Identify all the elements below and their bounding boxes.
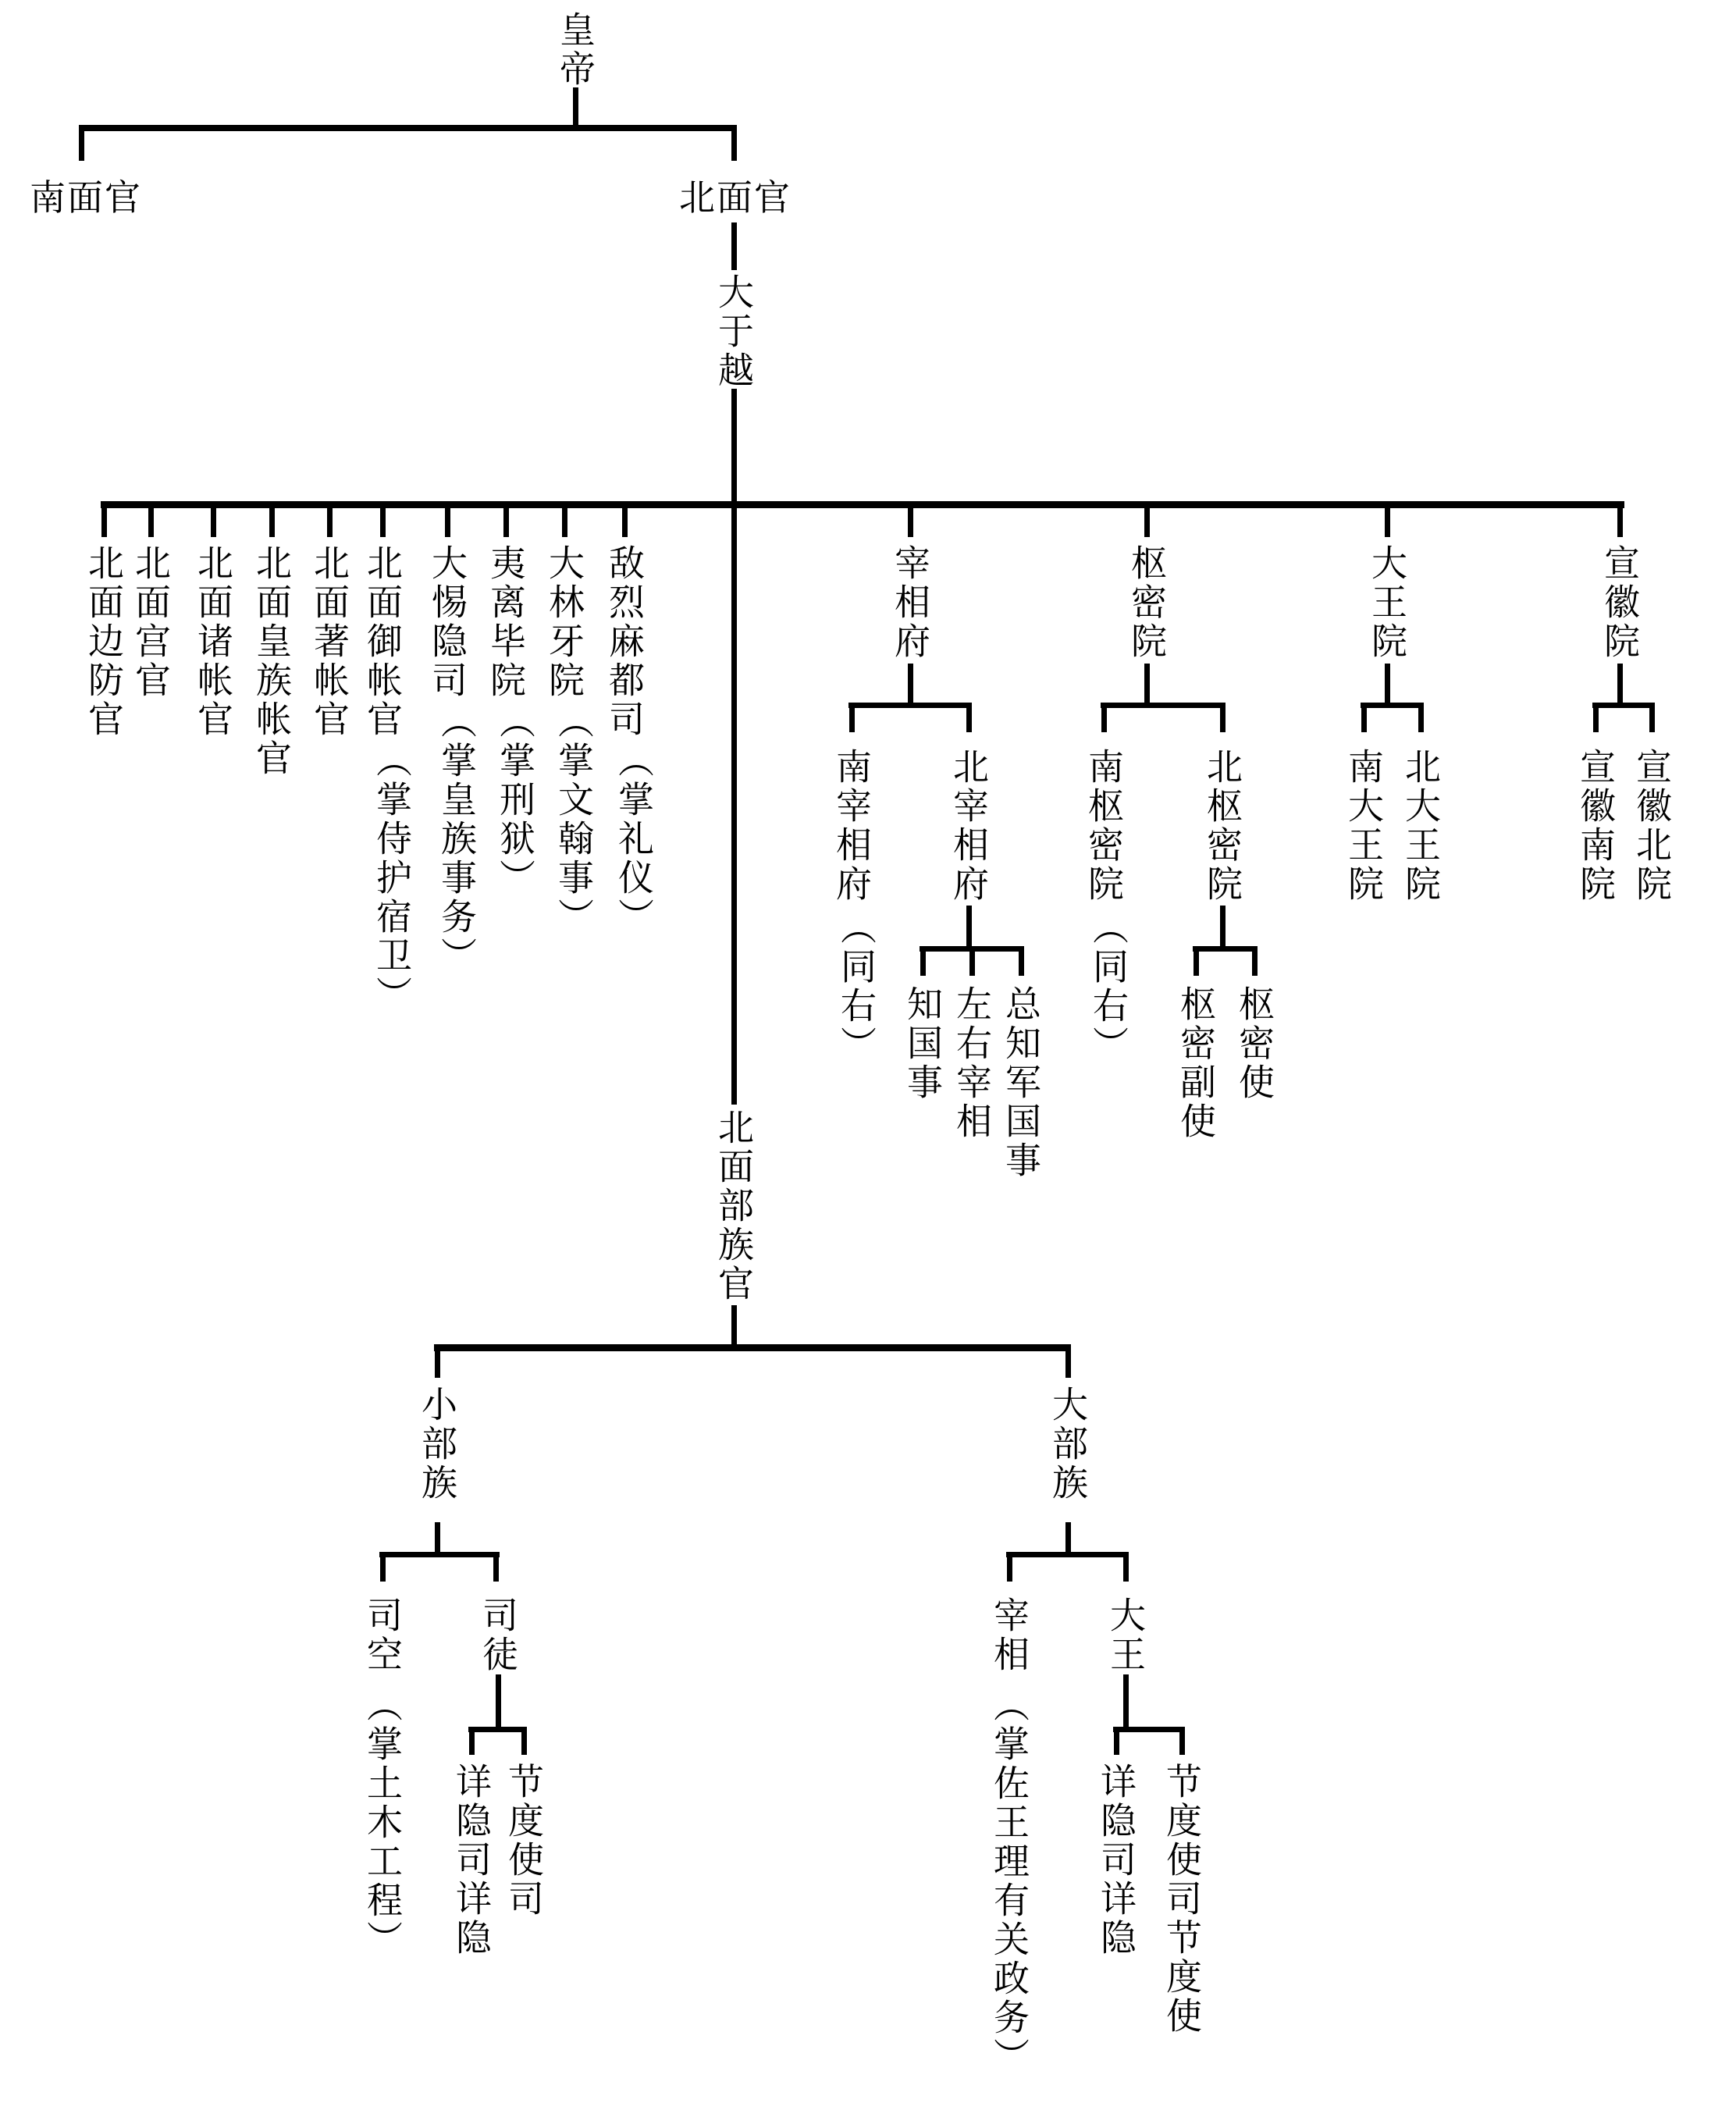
connector-drop [1123,1552,1129,1582]
node-beidawangyuan: 北大王院 [1400,748,1442,904]
connector-stub [908,501,913,537]
connector-dabuzu-bar [1006,1552,1129,1557]
node-zuoyouzaixiang: 左右宰相 [951,985,993,1141]
node-huangdi: 皇帝 [554,11,596,89]
connector-buzu-bar [434,1344,1071,1351]
connector-dabuzu-down [1065,1522,1071,1555]
node-nanshumiyuan: 南枢密院 [1083,748,1125,904]
node-zaixiang-annotation: （掌佐王理有关政务） [988,1686,1030,2076]
connector-zaixiangfu-down [908,664,913,706]
connector-drop [1220,703,1226,732]
node-beimian-bianfangguan: 北面边防官 [83,544,125,739]
connector-stub [622,501,628,537]
node-beizaixiangfu: 北宰相府 [948,748,990,904]
connector-buzuguan-down [731,1305,737,1347]
connector-south-drop [79,125,84,161]
connector-drop [1361,703,1367,732]
connector-drop [1065,1344,1071,1378]
node-dalinyayuan-annotation: （掌文翰事） [553,703,595,937]
connector-xiaobuzu-down [435,1522,440,1555]
node-dawangyuan: 大王院 [1366,544,1408,661]
connector-xuanhuiyuan-down [1617,664,1623,706]
connector-dawangyuan-bar [1361,703,1423,708]
node-dayuyue: 大于越 [713,273,755,390]
node-zongzhijunguoshi: 总知军国事 [1000,985,1042,1180]
connector-drop [1593,703,1599,732]
node-sikong-annotation: （掌土木工程） [361,1686,404,1959]
node-yilibiyuan: 夷离毕院 [485,544,527,700]
connector-stub [1144,501,1150,537]
node-datiyinsi: 大惕隐司 [426,544,468,700]
connector-stub [211,501,216,537]
connector-drop [1179,1727,1185,1755]
node-xiangyinsi-xiangyin-right: 详隐司详隐 [1095,1763,1137,1958]
connector-stub [1385,501,1390,537]
node-dieliemadusi: 敌烈麻都司 [603,544,646,739]
connector-drop [969,946,975,976]
node-shumishi: 枢密使 [1233,985,1275,1102]
connector-drop [1007,1552,1012,1582]
connector-drop [1194,946,1199,976]
connector-stub [380,501,386,537]
node-beimian-zhuzhangguan: 北面诸帐官 [192,544,234,739]
connector-drop [435,1344,440,1378]
connector-dayuyue-down [731,389,737,504]
node-nandawangyuan: 南大王院 [1343,748,1385,904]
connector-dawang-bar [1113,1727,1185,1732]
connector-stub [269,501,275,537]
connector-stub [101,501,107,537]
node-xiangyinsi-xiangyin-left: 详隐司详隐 [450,1763,493,1958]
node-dawang: 大王 [1105,1596,1147,1674]
node-nanmianguan: 南面官 [30,176,142,219]
connector-level1-bar [81,125,737,131]
connector-xiaobuzu-bar [379,1552,500,1557]
connector-center-trunk [731,501,737,1105]
connector-drop [469,1727,475,1755]
connector-shumiyuan-down [1144,664,1150,706]
connector-stub [1617,501,1623,537]
node-situ: 司徒 [477,1596,519,1674]
node-dalinyayuan: 大林牙院 [543,544,585,700]
node-dabuzu: 大部族 [1047,1386,1089,1503]
node-beimianbuzuguan: 北面部族官 [713,1108,755,1304]
connector-dawangyuan-down [1385,664,1390,706]
connector-beishumiyuan-down [1220,906,1226,949]
node-beimian-gongguan: 北面宫官 [130,544,172,700]
connector-drop [920,946,926,976]
node-nanshumiyuan-annotation: （同右） [1087,909,1129,1065]
node-beimianguan: 北面官 [679,176,792,219]
connector-drop [1649,703,1655,732]
node-jiedushisi: 节度使司 [503,1763,545,1919]
node-sikong: 司空 [361,1596,404,1674]
connector-situ-down [496,1674,501,1730]
node-dieliemadusi-annotation: （掌礼仪） [613,742,655,937]
node-xuanhuiyuan: 宣徽院 [1599,544,1641,661]
connector-drop [849,703,855,732]
connector-drop [1252,946,1258,976]
connector-drop [380,1552,386,1582]
connector-stub [562,501,567,537]
node-zhiguoshi: 知国事 [902,985,944,1102]
node-shumifushi: 枢密副使 [1175,985,1217,1141]
connector-xuanhuiyuan-bar [1592,703,1655,708]
node-beimian-yuzhangguan: 北面御帐官 [361,544,404,739]
node-shumiyuan: 枢密院 [1126,544,1168,661]
node-zaixiangfu: 宰相府 [889,544,931,661]
node-beimian-yuzhangguan-annotation: （掌侍护宿卫） [371,742,413,1015]
node-nanzaixiangfu-annotation: （同右） [835,909,877,1065]
connector-drop [521,1727,527,1755]
connector-stub [327,501,333,537]
node-nanzaixiangfu: 南宰相府 [831,748,873,904]
node-xuanhui-beiyuan: 宣徽北院 [1631,748,1673,904]
connector-drop [1114,1727,1119,1755]
connector-drop [1418,703,1424,732]
connector-drop [1101,703,1107,732]
connector-north-drop [731,125,737,161]
connector-stub [148,501,154,537]
connector-stub [503,501,509,537]
connector-situ-bar [468,1727,527,1732]
connector-beishumiyuan-bar [1193,946,1258,952]
node-datiyinsi-annotation: （掌皇族事务） [436,703,478,976]
node-beimian-zhuzhangguan-b: 北面著帐官 [308,544,350,739]
node-xuanhui-nanyuan: 宣徽南院 [1574,748,1617,904]
node-xiaobuzu: 小部族 [416,1386,458,1503]
connector-stub [445,501,450,537]
connector-north-to-dayuyue [731,222,737,270]
node-beimian-huangzuzhangguan: 北面皇族帐官 [251,544,293,778]
connector-zaixiangfu-bar [848,703,972,708]
node-yilibiyuan-annotation: （掌刑狱） [494,703,536,898]
connector-emperor-down [573,87,578,125]
node-zaixiang: 宰相 [988,1596,1030,1674]
connector-drop [966,703,972,732]
connector-beizaixiangfu-down [966,906,972,949]
connector-dawang-down [1123,1674,1129,1730]
connector-drop [1019,946,1024,976]
node-beishumiyuan: 北枢密院 [1201,748,1243,904]
connector-drop [493,1552,499,1582]
node-jiedushisi-jiedushi: 节度使司节度使 [1161,1763,1203,2036]
connector-shumiyuan-bar [1101,703,1226,708]
